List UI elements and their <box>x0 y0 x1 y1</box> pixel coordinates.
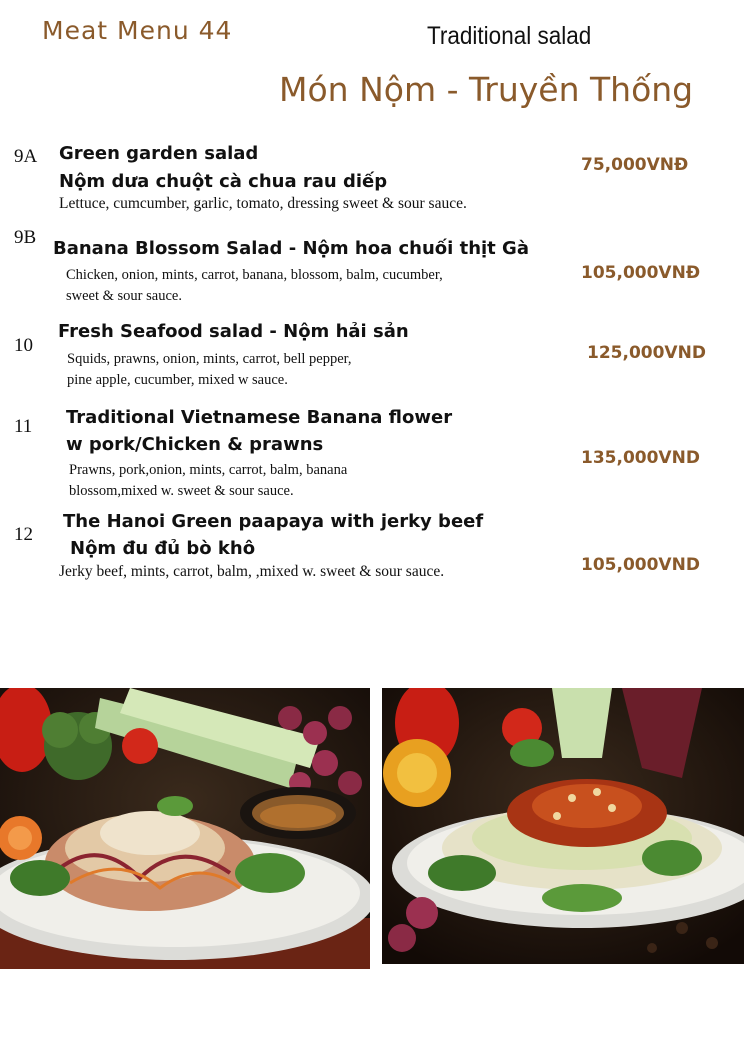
item-description-line2: blossom,mixed w. sweet & sour sauce. <box>69 483 294 499</box>
item-code: 12 <box>14 524 33 545</box>
item-name-en: The Hanoi Green paapaya with jerky beef <box>63 511 484 532</box>
item-code: 11 <box>14 416 33 437</box>
item-code: 10 <box>14 335 33 356</box>
item-description: Jerky beef, mints, carrot, balm, ,mixed w. sweet & sour sauce. <box>59 563 445 580</box>
item-description-line2: sweet & sour sauce. <box>66 288 182 304</box>
item-name-line1: Traditional Vietnamese Banana flower <box>66 407 453 428</box>
item-price: 75,000VNĐ <box>581 155 689 175</box>
item-code: 9B <box>14 227 37 248</box>
item-price: 105,000VNĐ <box>581 263 701 283</box>
section-subtitle-en: Traditional salad <box>427 22 592 50</box>
item-code: 9A <box>14 146 38 167</box>
item-name-vn: Nộm dưa chuột cà chua rau diếp <box>59 171 388 192</box>
papaya-jerky-beef-salad-photo <box>382 688 744 964</box>
section-title-vn: Món Nộm - Truyền Thống <box>279 70 694 109</box>
item-name: Banana Blossom Salad - Nộm hoa chuối thịt Gà <box>53 238 529 259</box>
item-name-vn: Nộm đu đủ bò khô <box>70 538 256 559</box>
item-description-line2: pine apple, cucumber, mixed w sauce. <box>67 372 288 388</box>
item-price: 125,000VND <box>587 343 706 363</box>
item-description-line1: Chicken, onion, mints, carrot, banana, blossom, balm, cucumber, <box>66 267 443 283</box>
item-name-en: Green garden salad <box>59 143 259 164</box>
menu-number: Meat Menu 44 <box>42 16 233 45</box>
item-price: 105,000VND <box>581 555 700 575</box>
item-name-line2: w pork/Chicken & prawns <box>66 434 324 455</box>
item-description-line1: Squids, prawns, onion, mints, carrot, bell pepper, <box>67 351 352 367</box>
item-description-line1: Prawns, pork,onion, mints, carrot, balm, banana <box>69 462 348 478</box>
item-name: Fresh Seafood salad - Nộm hải sản <box>58 321 409 342</box>
item-description: Lettuce, cumcumber, garlic, tomato, dressing sweet & sour sauce. <box>59 195 467 212</box>
item-price: 135,000VND <box>581 448 700 468</box>
banana-blossom-salad-photo <box>0 688 370 969</box>
